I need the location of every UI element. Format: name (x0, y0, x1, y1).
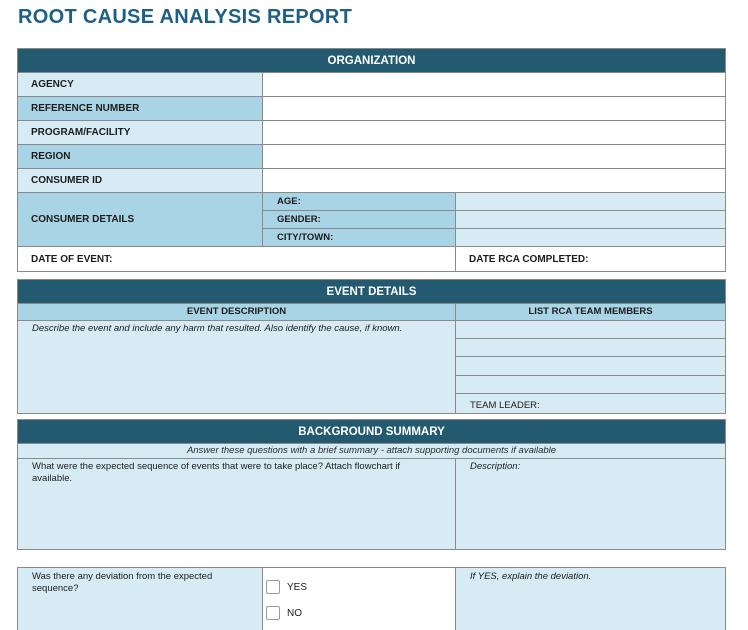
age-label: AGE: (263, 193, 456, 210)
no-label: NO (287, 607, 302, 619)
reference-number-field[interactable] (263, 97, 725, 120)
date-rca-completed-field[interactable]: DATE RCA COMPLETED: (469, 253, 589, 265)
expected-sequence-field[interactable]: What were the expected sequence of events that were to take place? Attach flowchart if available. (18, 459, 456, 549)
team-leader-field[interactable]: TEAM LEADER: (456, 394, 725, 413)
region-label: REGION (18, 145, 263, 168)
background-summary-body (18, 459, 725, 549)
rca-team-members-header: LIST RCA TEAM MEMBERS (528, 306, 653, 317)
dates-row (18, 247, 725, 271)
event-details-section (17, 279, 726, 414)
rca-team-list (456, 321, 725, 413)
organization-header: ORGANIZATION (18, 49, 725, 73)
consumer-details-label: CONSUMER DETAILS (18, 193, 263, 246)
event-details-header: EVENT DETAILS (18, 280, 725, 304)
program-facility-label: PROGRAM/FACILITY (18, 121, 263, 144)
city-town-label: CITY/TOWN: (263, 229, 456, 246)
agency-label: AGENCY (18, 73, 263, 96)
consumer-details-subfields (263, 193, 725, 246)
yes-label: YES (287, 581, 308, 593)
description-field[interactable]: Description: (456, 459, 725, 549)
gender-label: GENDER: (263, 211, 456, 228)
background-summary-section (17, 419, 726, 550)
no-option[interactable] (263, 600, 455, 626)
consumer-id-field[interactable] (263, 169, 725, 192)
program-facility-field[interactable] (263, 121, 725, 144)
report-title: ROOT CAUSE ANALYSIS REPORT (18, 6, 353, 28)
program-facility-row (18, 121, 725, 145)
deviation-question: Was there any deviation from the expected sequence? (18, 568, 263, 630)
consumer-id-label: CONSUMER ID (18, 169, 263, 192)
region-field[interactable] (263, 145, 725, 168)
event-description-header: EVENT DESCRIPTION (18, 304, 456, 320)
city-town-field[interactable] (456, 229, 725, 246)
region-row (18, 145, 725, 169)
deviation-section (17, 567, 726, 630)
consumer-details-block (18, 193, 725, 247)
agency-field[interactable] (263, 73, 725, 96)
background-summary-instruction: Answer these questions with a brief summary - attach supporting documents if available (18, 444, 725, 459)
gender-field[interactable] (456, 211, 725, 228)
event-details-column-headers (18, 304, 725, 321)
background-summary-header: BACKGROUND SUMMARY (18, 420, 725, 444)
age-field[interactable] (456, 193, 725, 210)
city-town-row (263, 229, 725, 246)
reference-number-label: REFERENCE NUMBER (18, 97, 263, 120)
team-member-field[interactable] (456, 376, 725, 394)
yes-option[interactable] (263, 574, 455, 600)
gender-row (263, 211, 725, 229)
reference-number-row (18, 97, 725, 121)
team-member-field[interactable] (456, 339, 725, 357)
event-details-body (18, 321, 725, 413)
organization-section (17, 48, 726, 272)
event-description-field[interactable]: Describe the event and include any harm that resulted. Also identify the cause, if known. (18, 321, 456, 413)
team-member-field[interactable] (456, 357, 725, 375)
consumer-id-row (18, 169, 725, 193)
team-member-field[interactable] (456, 321, 725, 339)
agency-row (18, 73, 725, 97)
deviation-options (263, 568, 456, 630)
no-checkbox[interactable] (266, 606, 280, 620)
deviation-explanation-field[interactable]: If YES, explain the deviation. (456, 568, 725, 630)
age-row (263, 193, 725, 211)
date-of-event-field[interactable]: DATE OF EVENT: (18, 247, 456, 271)
yes-checkbox[interactable] (266, 580, 280, 594)
